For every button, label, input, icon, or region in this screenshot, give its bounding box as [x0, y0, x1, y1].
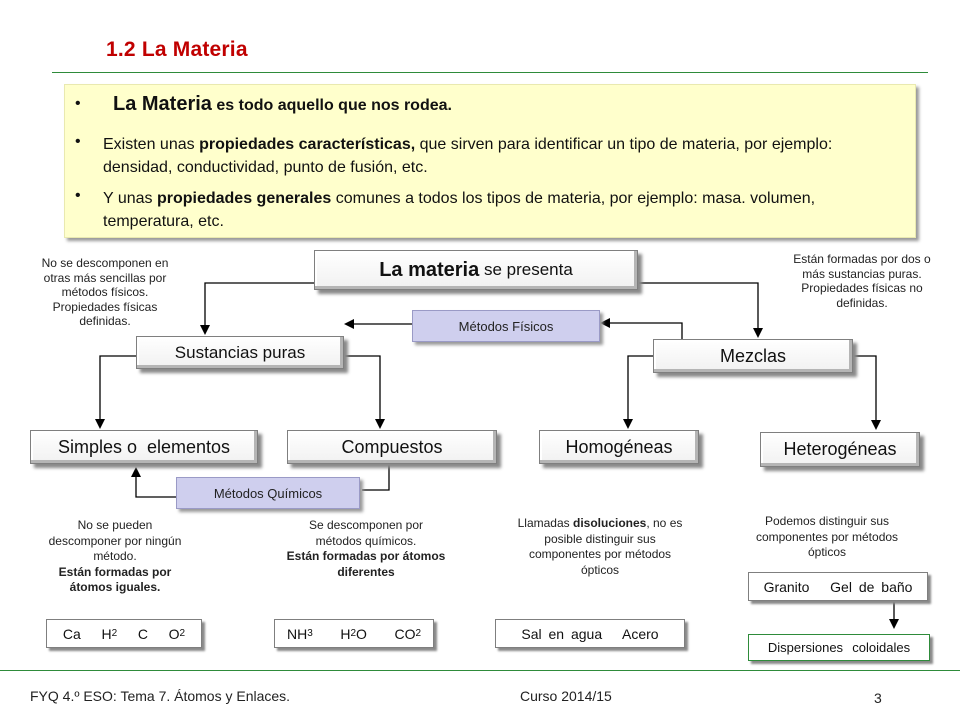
formula: O	[356, 625, 367, 642]
compuestos-node	[287, 430, 497, 464]
node-label: Sustancias puras	[174, 342, 306, 362]
definition-term: La Materia	[113, 93, 212, 115]
arrow-to-compuestos	[343, 356, 380, 427]
subscript: 2	[111, 628, 118, 639]
note-text: , no es posible distinguir sus componentes por métodos ópticos	[528, 516, 683, 577]
text-fragment: Existen unas	[103, 136, 200, 153]
formula: C	[137, 625, 148, 642]
example-heterogeneas: Granito Gel de baño	[748, 572, 928, 601]
formula: O	[168, 625, 180, 642]
heterogeneas-node	[760, 432, 920, 467]
note-text: Llamadas	[517, 516, 573, 530]
arrow-to-sustancias	[205, 283, 314, 333]
bullet-marker: •	[75, 133, 81, 150]
metodos-quimicos-label	[176, 477, 360, 509]
method-text: Métodos Químicos	[213, 485, 323, 501]
definition-text: es todo aquello que nos rodea.	[211, 97, 452, 114]
homogeneas-node	[539, 430, 699, 464]
note-homogeneas	[510, 516, 690, 578]
sustancias-puras-node	[136, 336, 344, 369]
text-fragment: Y unas	[103, 190, 157, 207]
mezclas-node	[653, 339, 853, 373]
root-term: La materia	[379, 258, 480, 281]
node-label: Compuestos	[341, 436, 443, 457]
method-text: Métodos Físicos	[458, 318, 554, 334]
simples-node	[30, 430, 258, 464]
emphasis: propiedades características,	[199, 136, 416, 153]
arrow-to-simples-quimicos	[136, 469, 176, 497]
page-number: 3	[874, 690, 882, 706]
example-simples	[46, 619, 202, 648]
footer-course-topic: FYQ 4.º ESO: Tema 7. Átomos y Enlaces.	[30, 688, 291, 704]
note-text: Se descomponen por métodos químicos.	[308, 518, 424, 548]
note-emphasis: Están formadas por átomos iguales.	[58, 564, 172, 594]
emphasis: propiedades generales	[156, 190, 332, 207]
arrow-to-heterogeneas	[852, 356, 876, 428]
node-label: Homogéneas	[565, 436, 673, 457]
root-node	[314, 250, 638, 290]
formula: H	[340, 625, 351, 642]
node-label: Simples o elementos	[57, 436, 231, 457]
text-fragment: que sirven para identificar un tipo de materia, por ejemplo: densidad, conductividad, punto de fusión, etc.	[103, 136, 833, 176]
subscript: 2	[179, 628, 186, 639]
note-emphasis: Están formadas por átomos diferentes	[286, 549, 446, 579]
bullet-marker: •	[75, 187, 81, 204]
slide-title: 1.2 La Materia	[106, 38, 248, 61]
note-mezclas: Están formadas por dos o más sustancias puras. Propiedades físicas no definidas.	[793, 252, 931, 310]
arrow-to-homogeneas	[628, 356, 655, 427]
line-compuestos-quimicos	[362, 464, 389, 490]
subscript: 2	[415, 628, 422, 639]
metodos-fisicos-label	[412, 310, 600, 342]
footer-divider	[0, 670, 960, 671]
footer-year: Curso 2014/15	[520, 688, 612, 704]
note-heterogeneas: Podemos distinguir sus componentes por métodos ópticos	[755, 514, 899, 559]
note-emphasis: disoluciones	[572, 516, 647, 530]
example-coloides: Dispersiones coloidales	[748, 634, 930, 661]
subscript: 2	[350, 628, 357, 639]
arrow-to-mezclas	[638, 283, 758, 336]
example-compuestos	[274, 619, 434, 648]
note-sustancias: No se descomponen en otras más sencillas por métodos físicos. Propiedades físicas definidas.	[41, 256, 169, 328]
subscript: 3	[307, 628, 313, 639]
formula: CO	[394, 625, 416, 642]
bullet-marker: •	[75, 95, 81, 112]
arrow-to-simples	[100, 356, 138, 427]
root-text: se presenta	[479, 260, 573, 279]
example-homogeneas: Sal en agua Acero	[495, 619, 685, 648]
node-label: Heterogéneas	[783, 439, 897, 459]
node-label: Mezclas	[719, 345, 786, 366]
note-simples	[40, 518, 190, 596]
formula: Ca	[62, 625, 81, 642]
note-compuestos	[286, 518, 446, 580]
text-fragment: comunes a todos los tipos de materia, por ejemplo: masa. volumen, temperatura, etc.	[103, 190, 816, 230]
formula: NH	[286, 625, 308, 642]
note-text: No se pueden descomponer por ningún método.	[48, 518, 182, 563]
formula: H	[101, 625, 112, 642]
